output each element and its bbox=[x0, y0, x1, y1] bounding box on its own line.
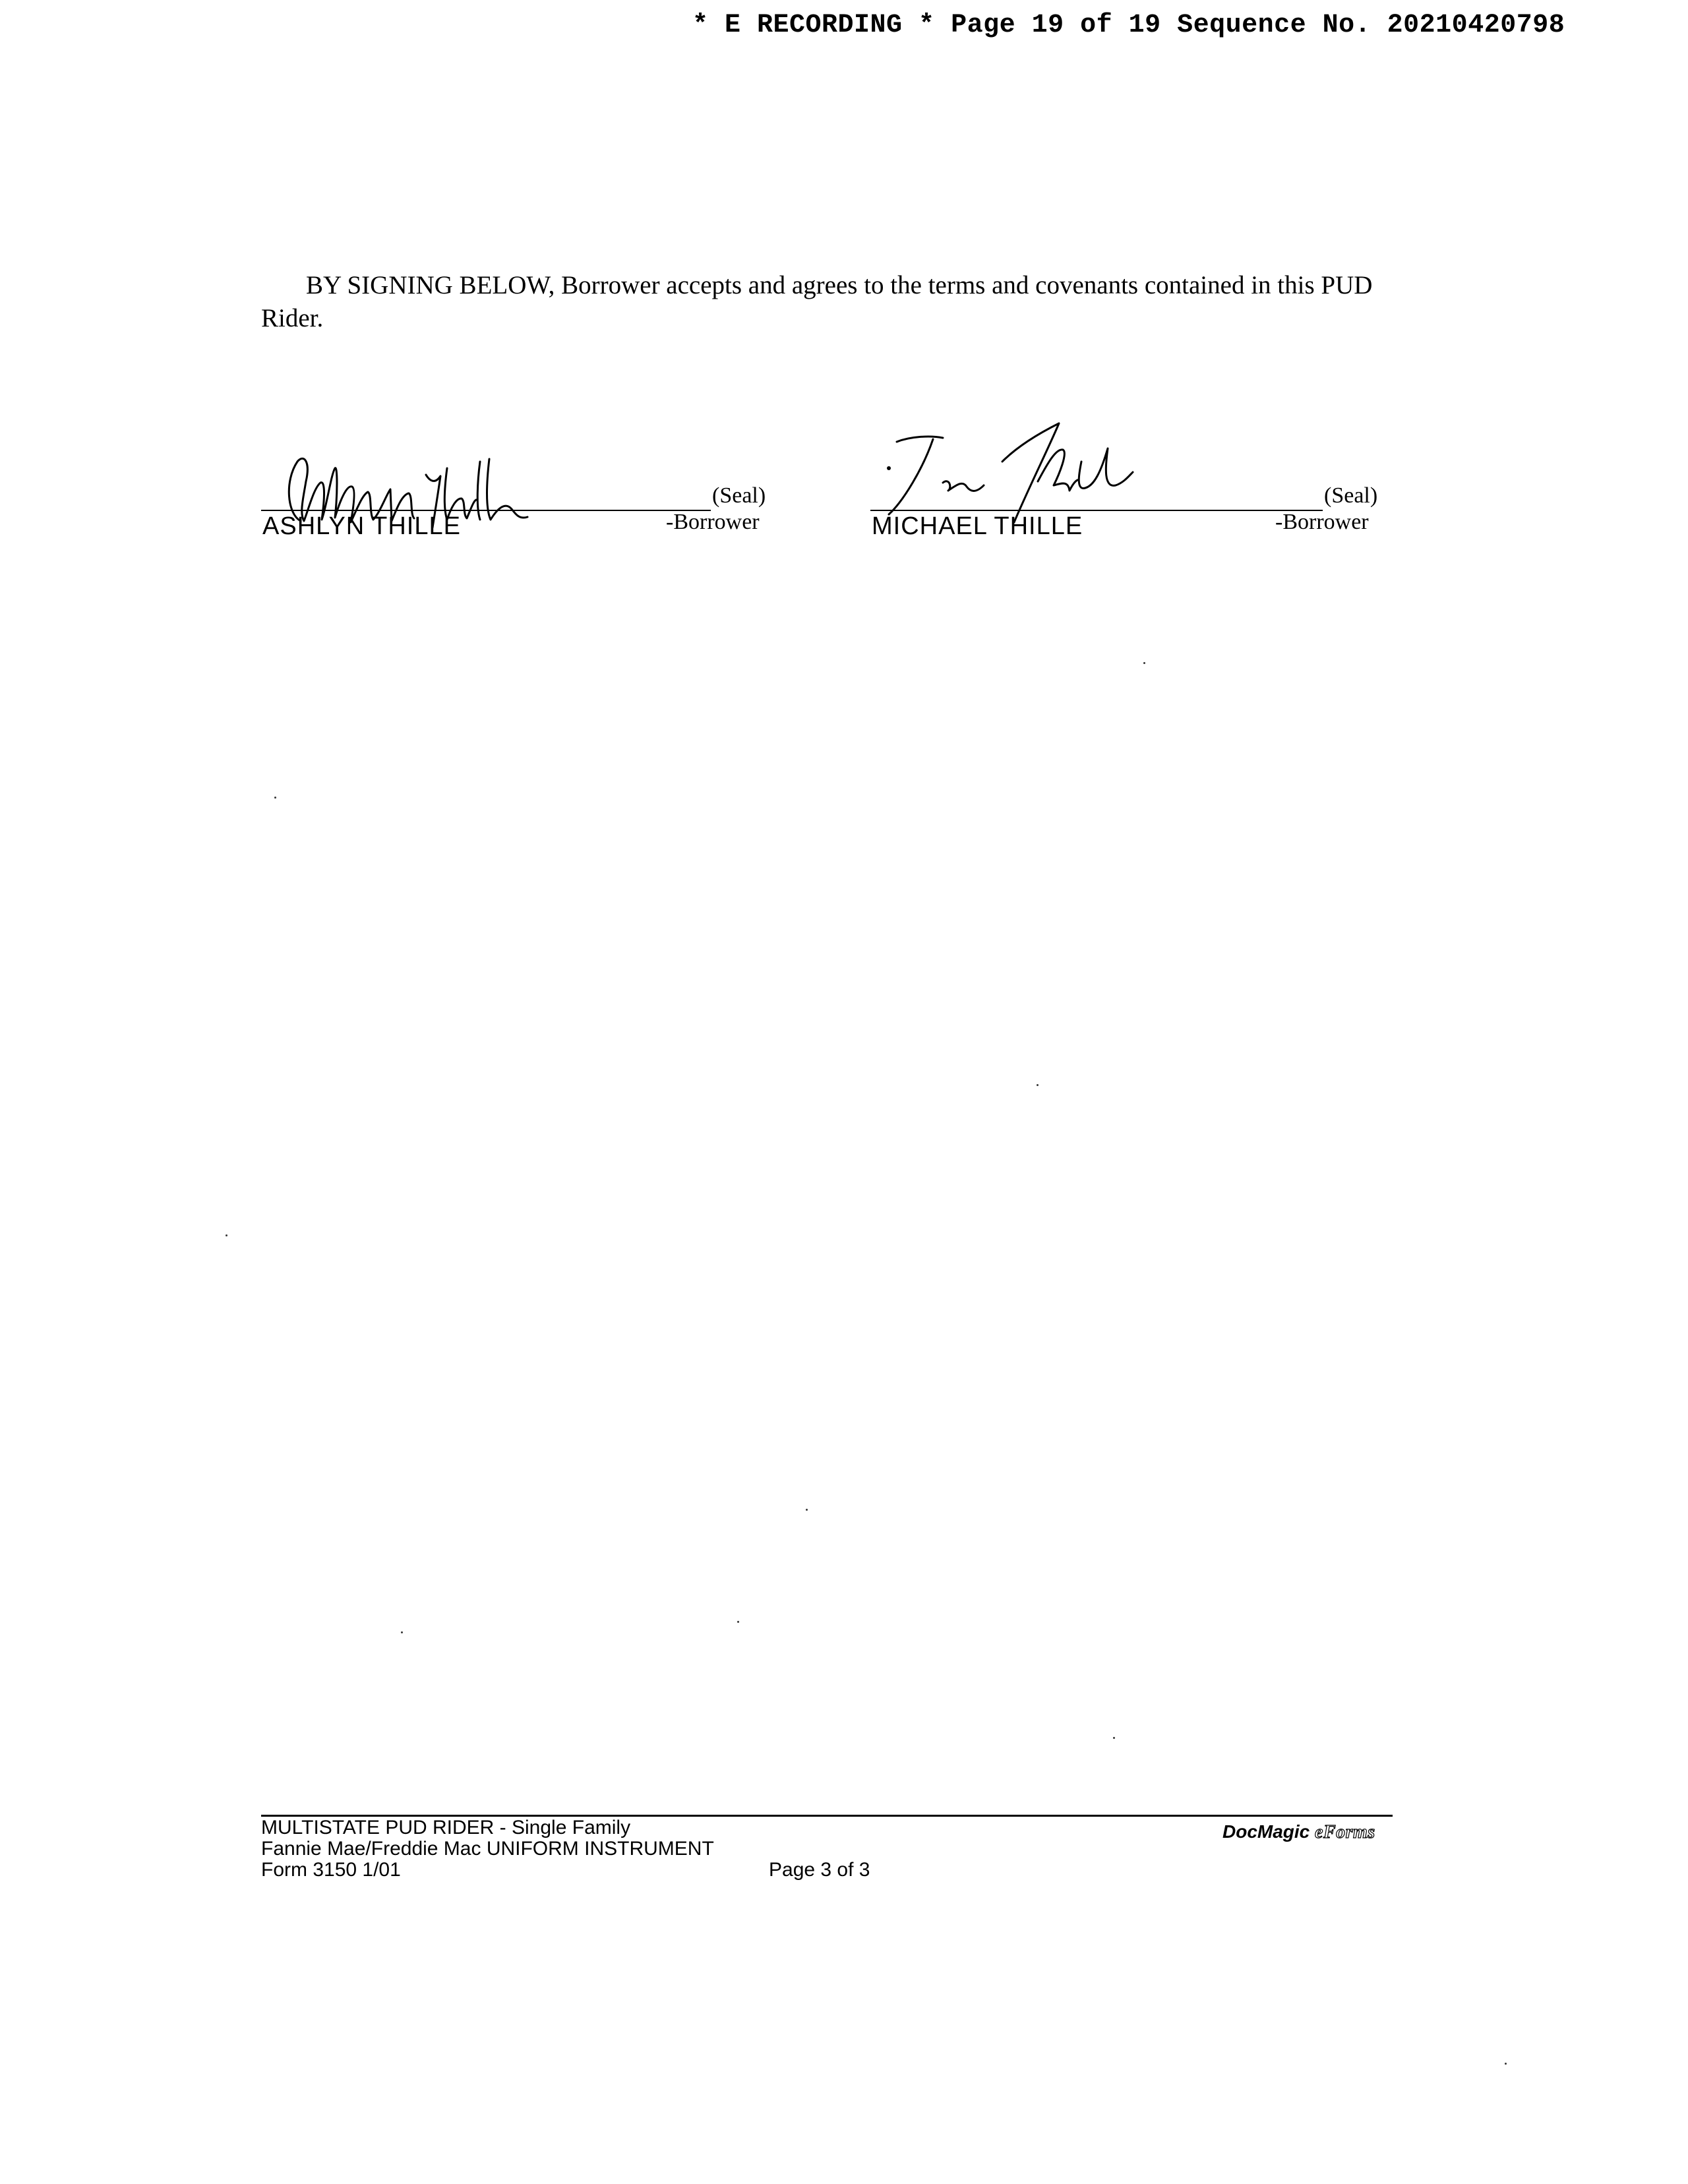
brand-suffix: eForms bbox=[1315, 1822, 1375, 1842]
brand-prefix: DocMagic bbox=[1222, 1821, 1310, 1842]
form-number: Form 3150 1/01 bbox=[261, 1859, 401, 1881]
scan-speck bbox=[1037, 1084, 1039, 1086]
scan-speck bbox=[401, 1631, 403, 1633]
signing-statement-line1: BY SIGNING BELOW, Borrower accepts and agrees to the terms and covenants contained in this PUD bbox=[306, 271, 1373, 299]
scan-speck bbox=[274, 797, 276, 799]
signer-name: ASHLYN THILLE bbox=[262, 512, 461, 540]
form-identification bbox=[261, 1817, 855, 1881]
signing-statement bbox=[261, 269, 1408, 335]
seal-label: (Seal) bbox=[712, 483, 766, 508]
signature-block-ashlyn bbox=[261, 422, 920, 540]
scan-speck bbox=[737, 1621, 739, 1623]
signature-block-michael bbox=[870, 422, 1398, 540]
scan-speck bbox=[1143, 662, 1145, 664]
recording-stamp: * E RECORDING * Page 19 of 19 Sequence No. 20210420798 bbox=[692, 11, 1565, 40]
form-instrument: Fannie Mae/Freddie Mac UNIFORM INSTRUMENT bbox=[261, 1838, 714, 1860]
docmagic-logo bbox=[1222, 1821, 1375, 1843]
scan-speck bbox=[1505, 2063, 1507, 2065]
signing-statement-line2: Rider. bbox=[261, 304, 324, 332]
form-title: MULTISTATE PUD RIDER - Single Family bbox=[261, 1817, 631, 1838]
page-number: Page 3 of 3 bbox=[769, 1859, 870, 1881]
signature-line bbox=[870, 510, 1323, 511]
scan-speck bbox=[226, 1234, 227, 1236]
signature-line bbox=[261, 510, 711, 511]
borrower-role-label: -Borrower bbox=[1275, 510, 1369, 534]
scan-speck bbox=[806, 1509, 808, 1511]
scan-speck bbox=[1113, 1737, 1115, 1739]
seal-label: (Seal) bbox=[1324, 483, 1378, 508]
signer-name: MICHAEL THILLE bbox=[872, 512, 1083, 540]
borrower-role-label: -Borrower bbox=[666, 510, 760, 534]
